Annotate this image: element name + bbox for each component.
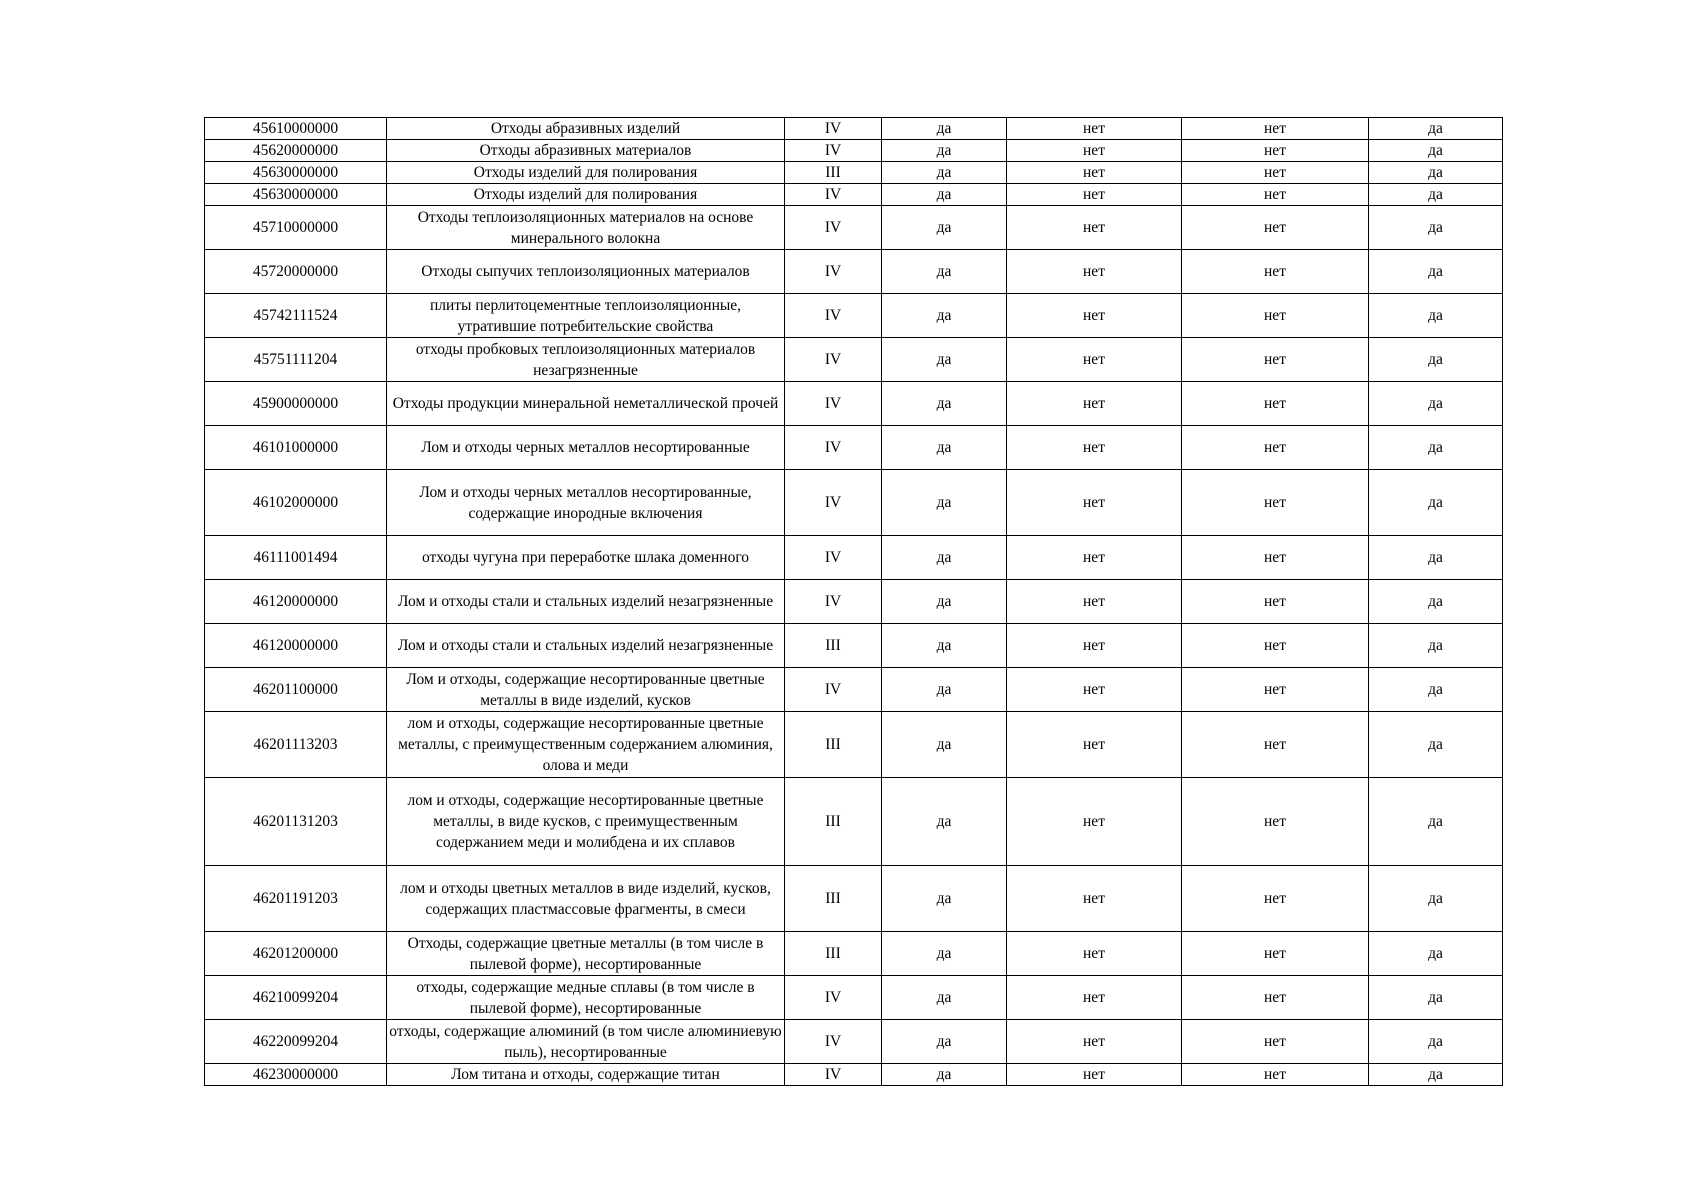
flag-cell-4: да: [882, 206, 1007, 250]
waste-name-cell: Лом и отходы стали и стальных изделий незагрязненные: [387, 624, 785, 668]
waste-name-cell: Отходы теплоизоляционных материалов на основе минерального волокна: [387, 206, 785, 250]
flag-cell-4: да: [882, 866, 1007, 932]
hazard-class-cell: III: [785, 866, 882, 932]
flag-cell-6: нет: [1182, 580, 1369, 624]
waste-name-cell: лом и отходы, содержащие несортированные цветные металлы, с преимущественным содержанием алюминия, олова и меди: [387, 712, 785, 778]
flag-cell-7: да: [1369, 338, 1503, 382]
waste-name-cell: лом и отходы цветных металлов в виде изделий, кусков, содержащих пластмассовые фрагменты, в смеси: [387, 866, 785, 932]
flag-cell-7: да: [1369, 712, 1503, 778]
flag-cell-4: да: [882, 470, 1007, 536]
table-row: [205, 866, 1503, 932]
hazard-class-cell: IV: [785, 250, 882, 294]
flag-cell-6: нет: [1182, 866, 1369, 932]
flag-cell-7: да: [1369, 778, 1503, 866]
flag-cell-5: нет: [1007, 668, 1182, 712]
flag-cell-4: да: [882, 1064, 1007, 1086]
table-row: [205, 206, 1503, 250]
flag-cell-4: да: [882, 162, 1007, 184]
hazard-class-cell: IV: [785, 536, 882, 580]
flag-cell-5: нет: [1007, 338, 1182, 382]
flag-cell-4: да: [882, 624, 1007, 668]
flag-cell-5: нет: [1007, 426, 1182, 470]
waste-code-cell: 46201200000: [205, 932, 387, 976]
flag-cell-7: да: [1369, 162, 1503, 184]
table-row: [205, 184, 1503, 206]
flag-cell-7: да: [1369, 184, 1503, 206]
waste-code-cell: 46201131203: [205, 778, 387, 866]
flag-cell-4: да: [882, 426, 1007, 470]
flag-cell-7: да: [1369, 382, 1503, 426]
flag-cell-7: да: [1369, 250, 1503, 294]
waste-code-cell: 46230000000: [205, 1064, 387, 1086]
waste-name-cell: отходы пробковых теплоизоляционных материалов незагрязненные: [387, 338, 785, 382]
flag-cell-7: да: [1369, 118, 1503, 140]
flag-cell-7: да: [1369, 536, 1503, 580]
flag-cell-7: да: [1369, 976, 1503, 1020]
flag-cell-6: нет: [1182, 778, 1369, 866]
flag-cell-5: нет: [1007, 712, 1182, 778]
flag-cell-5: нет: [1007, 778, 1182, 866]
hazard-class-cell: IV: [785, 140, 882, 162]
hazard-class-cell: IV: [785, 118, 882, 140]
table-row: [205, 426, 1503, 470]
flag-cell-7: да: [1369, 426, 1503, 470]
flag-cell-5: нет: [1007, 866, 1182, 932]
flag-cell-4: да: [882, 712, 1007, 778]
flag-cell-4: да: [882, 932, 1007, 976]
flag-cell-5: нет: [1007, 184, 1182, 206]
flag-cell-7: да: [1369, 668, 1503, 712]
hazard-class-cell: IV: [785, 580, 882, 624]
waste-code-cell: 45620000000: [205, 140, 387, 162]
table-row: [205, 778, 1503, 866]
flag-cell-4: да: [882, 668, 1007, 712]
flag-cell-7: да: [1369, 932, 1503, 976]
flag-cell-6: нет: [1182, 250, 1369, 294]
waste-table: [204, 117, 1503, 1086]
waste-code-cell: 45610000000: [205, 118, 387, 140]
flag-cell-6: нет: [1182, 668, 1369, 712]
flag-cell-6: нет: [1182, 536, 1369, 580]
waste-name-cell: Отходы изделий для полирования: [387, 184, 785, 206]
waste-code-cell: 45630000000: [205, 184, 387, 206]
flag-cell-4: да: [882, 250, 1007, 294]
flag-cell-6: нет: [1182, 712, 1369, 778]
flag-cell-7: да: [1369, 140, 1503, 162]
flag-cell-5: нет: [1007, 162, 1182, 184]
flag-cell-6: нет: [1182, 338, 1369, 382]
flag-cell-5: нет: [1007, 250, 1182, 294]
table-row: [205, 294, 1503, 338]
waste-name-cell: отходы, содержащие медные сплавы (в том числе в пылевой форме), несортированные: [387, 976, 785, 1020]
flag-cell-7: да: [1369, 1064, 1503, 1086]
hazard-class-cell: III: [785, 162, 882, 184]
flag-cell-4: да: [882, 184, 1007, 206]
table-row: [205, 624, 1503, 668]
flag-cell-7: да: [1369, 624, 1503, 668]
table-row: [205, 932, 1503, 976]
flag-cell-5: нет: [1007, 976, 1182, 1020]
waste-name-cell: Лом и отходы, содержащие несортированные цветные металлы в виде изделий, кусков: [387, 668, 785, 712]
flag-cell-4: да: [882, 580, 1007, 624]
hazard-class-cell: IV: [785, 184, 882, 206]
flag-cell-7: да: [1369, 866, 1503, 932]
flag-cell-4: да: [882, 976, 1007, 1020]
waste-code-cell: 46220099204: [205, 1020, 387, 1064]
hazard-class-cell: IV: [785, 1020, 882, 1064]
table-row: [205, 250, 1503, 294]
waste-name-cell: Лом и отходы стали и стальных изделий незагрязненные: [387, 580, 785, 624]
waste-name-cell: Лом и отходы черных металлов несортированные: [387, 426, 785, 470]
flag-cell-7: да: [1369, 470, 1503, 536]
hazard-class-cell: IV: [785, 294, 882, 338]
table-row: [205, 536, 1503, 580]
flag-cell-6: нет: [1182, 932, 1369, 976]
table-row: [205, 712, 1503, 778]
flag-cell-5: нет: [1007, 536, 1182, 580]
flag-cell-5: нет: [1007, 1020, 1182, 1064]
hazard-class-cell: III: [785, 932, 882, 976]
waste-name-cell: Отходы абразивных изделий: [387, 118, 785, 140]
waste-name-cell: Отходы, содержащие цветные металлы (в том числе в пылевой форме), несортированные: [387, 932, 785, 976]
flag-cell-5: нет: [1007, 580, 1182, 624]
flag-cell-5: нет: [1007, 294, 1182, 338]
flag-cell-4: да: [882, 118, 1007, 140]
flag-cell-6: нет: [1182, 206, 1369, 250]
waste-name-cell: отходы, содержащие алюминий (в том числе алюминиевую пыль), несортированные: [387, 1020, 785, 1064]
flag-cell-5: нет: [1007, 118, 1182, 140]
flag-cell-5: нет: [1007, 624, 1182, 668]
flag-cell-6: нет: [1182, 140, 1369, 162]
hazard-class-cell: IV: [785, 382, 882, 426]
waste-name-cell: Отходы сыпучих теплоизоляционных материалов: [387, 250, 785, 294]
flag-cell-6: нет: [1182, 294, 1369, 338]
table-row: [205, 162, 1503, 184]
flag-cell-5: нет: [1007, 1064, 1182, 1086]
waste-name-cell: отходы чугуна при переработке шлака доменного: [387, 536, 785, 580]
waste-code-cell: 46111001494: [205, 536, 387, 580]
waste-code-cell: 46120000000: [205, 580, 387, 624]
hazard-class-cell: III: [785, 624, 882, 668]
waste-code-cell: 46210099204: [205, 976, 387, 1020]
waste-name-cell: плиты перлитоцементные теплоизоляционные, утратившие потребительские свойства: [387, 294, 785, 338]
waste-code-cell: 45900000000: [205, 382, 387, 426]
flag-cell-6: нет: [1182, 162, 1369, 184]
waste-code-cell: 45742111524: [205, 294, 387, 338]
waste-code-cell: 45710000000: [205, 206, 387, 250]
waste-name-cell: Отходы продукции минеральной неметаллической прочей: [387, 382, 785, 426]
flag-cell-4: да: [882, 382, 1007, 426]
flag-cell-6: нет: [1182, 382, 1369, 426]
table-row: [205, 118, 1503, 140]
waste-code-cell: 46101000000: [205, 426, 387, 470]
waste-name-cell: лом и отходы, содержащие несортированные цветные металлы, в виде кусков, с преимущественным содержанием меди и молибдена и их сплавов: [387, 778, 785, 866]
flag-cell-5: нет: [1007, 382, 1182, 426]
waste-code-cell: 45630000000: [205, 162, 387, 184]
table-row: [205, 668, 1503, 712]
waste-name-cell: Отходы абразивных материалов: [387, 140, 785, 162]
flag-cell-6: нет: [1182, 118, 1369, 140]
flag-cell-6: нет: [1182, 184, 1369, 206]
flag-cell-5: нет: [1007, 206, 1182, 250]
hazard-class-cell: IV: [785, 1064, 882, 1086]
table-row: [205, 470, 1503, 536]
hazard-class-cell: IV: [785, 206, 882, 250]
table-row: [205, 580, 1503, 624]
waste-name-cell: Лом титана и отходы, содержащие титан: [387, 1064, 785, 1086]
hazard-class-cell: III: [785, 712, 882, 778]
waste-code-cell: 46102000000: [205, 470, 387, 536]
flag-cell-5: нет: [1007, 932, 1182, 976]
flag-cell-6: нет: [1182, 976, 1369, 1020]
flag-cell-4: да: [882, 140, 1007, 162]
waste-code-cell: 45720000000: [205, 250, 387, 294]
flag-cell-7: да: [1369, 1020, 1503, 1064]
hazard-class-cell: IV: [785, 426, 882, 470]
waste-code-cell: 46201191203: [205, 866, 387, 932]
hazard-class-cell: IV: [785, 470, 882, 536]
flag-cell-5: нет: [1007, 470, 1182, 536]
flag-cell-4: да: [882, 536, 1007, 580]
waste-code-cell: 46201100000: [205, 668, 387, 712]
flag-cell-7: да: [1369, 580, 1503, 624]
table-row: [205, 1020, 1503, 1064]
hazard-class-cell: IV: [785, 668, 882, 712]
table-row: [205, 1064, 1503, 1086]
flag-cell-4: да: [882, 338, 1007, 382]
table-row: [205, 338, 1503, 382]
table-row: [205, 976, 1503, 1020]
hazard-class-cell: III: [785, 778, 882, 866]
flag-cell-6: нет: [1182, 426, 1369, 470]
flag-cell-4: да: [882, 778, 1007, 866]
hazard-class-cell: IV: [785, 338, 882, 382]
flag-cell-6: нет: [1182, 1020, 1369, 1064]
flag-cell-7: да: [1369, 294, 1503, 338]
flag-cell-4: да: [882, 1020, 1007, 1064]
flag-cell-6: нет: [1182, 624, 1369, 668]
waste-name-cell: Лом и отходы черных металлов несортированные, содержащие инородные включения: [387, 470, 785, 536]
waste-code-cell: 45751111204: [205, 338, 387, 382]
flag-cell-4: да: [882, 294, 1007, 338]
hazard-class-cell: IV: [785, 976, 882, 1020]
flag-cell-7: да: [1369, 206, 1503, 250]
waste-code-cell: 46201113203: [205, 712, 387, 778]
flag-cell-5: нет: [1007, 140, 1182, 162]
flag-cell-6: нет: [1182, 470, 1369, 536]
table-row: [205, 140, 1503, 162]
table-row: [205, 382, 1503, 426]
waste-name-cell: Отходы изделий для полирования: [387, 162, 785, 184]
waste-code-cell: 46120000000: [205, 624, 387, 668]
flag-cell-6: нет: [1182, 1064, 1369, 1086]
